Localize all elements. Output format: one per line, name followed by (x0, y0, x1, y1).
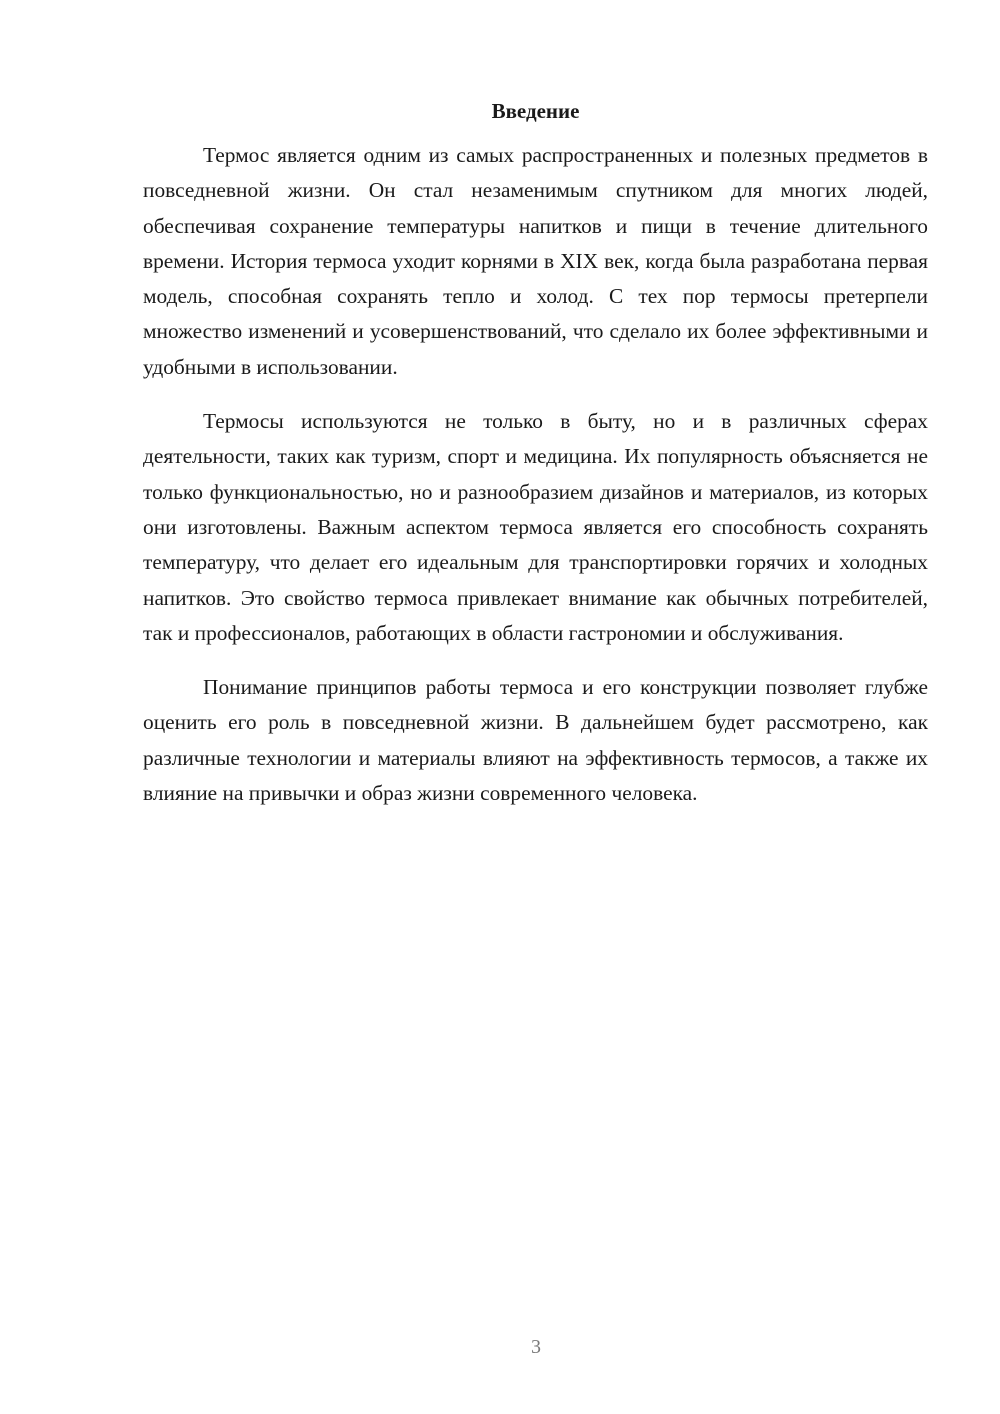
page-number: 3 (531, 1336, 541, 1358)
paragraph-3: Понимание принципов работы термоса и его конструкции позволяет глубже оценить его роль в повседневной жизни. В дальнейшем будет рассмотрено, как различные технологии и материалы влияют на эффективность термосов, а также их влияние на привычки и образ жизни современного человека. (143, 675, 928, 806)
section-heading: Введение (491, 99, 580, 123)
paragraph-1: Термос является одним из самых распространенных и полезных предметов в повседневной жизни. Он стал незаменимым спутником для многих людей, обеспечивая сохранение температуры напитков и пищи в течение длительного времени. История термоса уходит корнями в XIX век, когда была разработана первая модель, способная сохранять тепло и холод. С тех пор термосы претерпели множество изменений и усовершенствований, что сделало их более эффективными и удобными в использовании. (143, 143, 928, 379)
page-content (143, 96, 928, 811)
paragraph-2: Термосы используются не только в быту, но и в различных сферах деятельности, таких как туризм, спорт и медицина. Их популярность объясняется не только функциональностью, но и разнообразием дизайнов и материалов, из которых они изготовлены. Важным аспектом термоса является его способность сохранять температуру, что делает его идеальным для транспортировки горячих и холодных напитков. Это свойство термоса привлекает внимание как обычных потребителей, так и профессионалов, работающих в области гастрономии и обслуживания. (143, 409, 928, 645)
